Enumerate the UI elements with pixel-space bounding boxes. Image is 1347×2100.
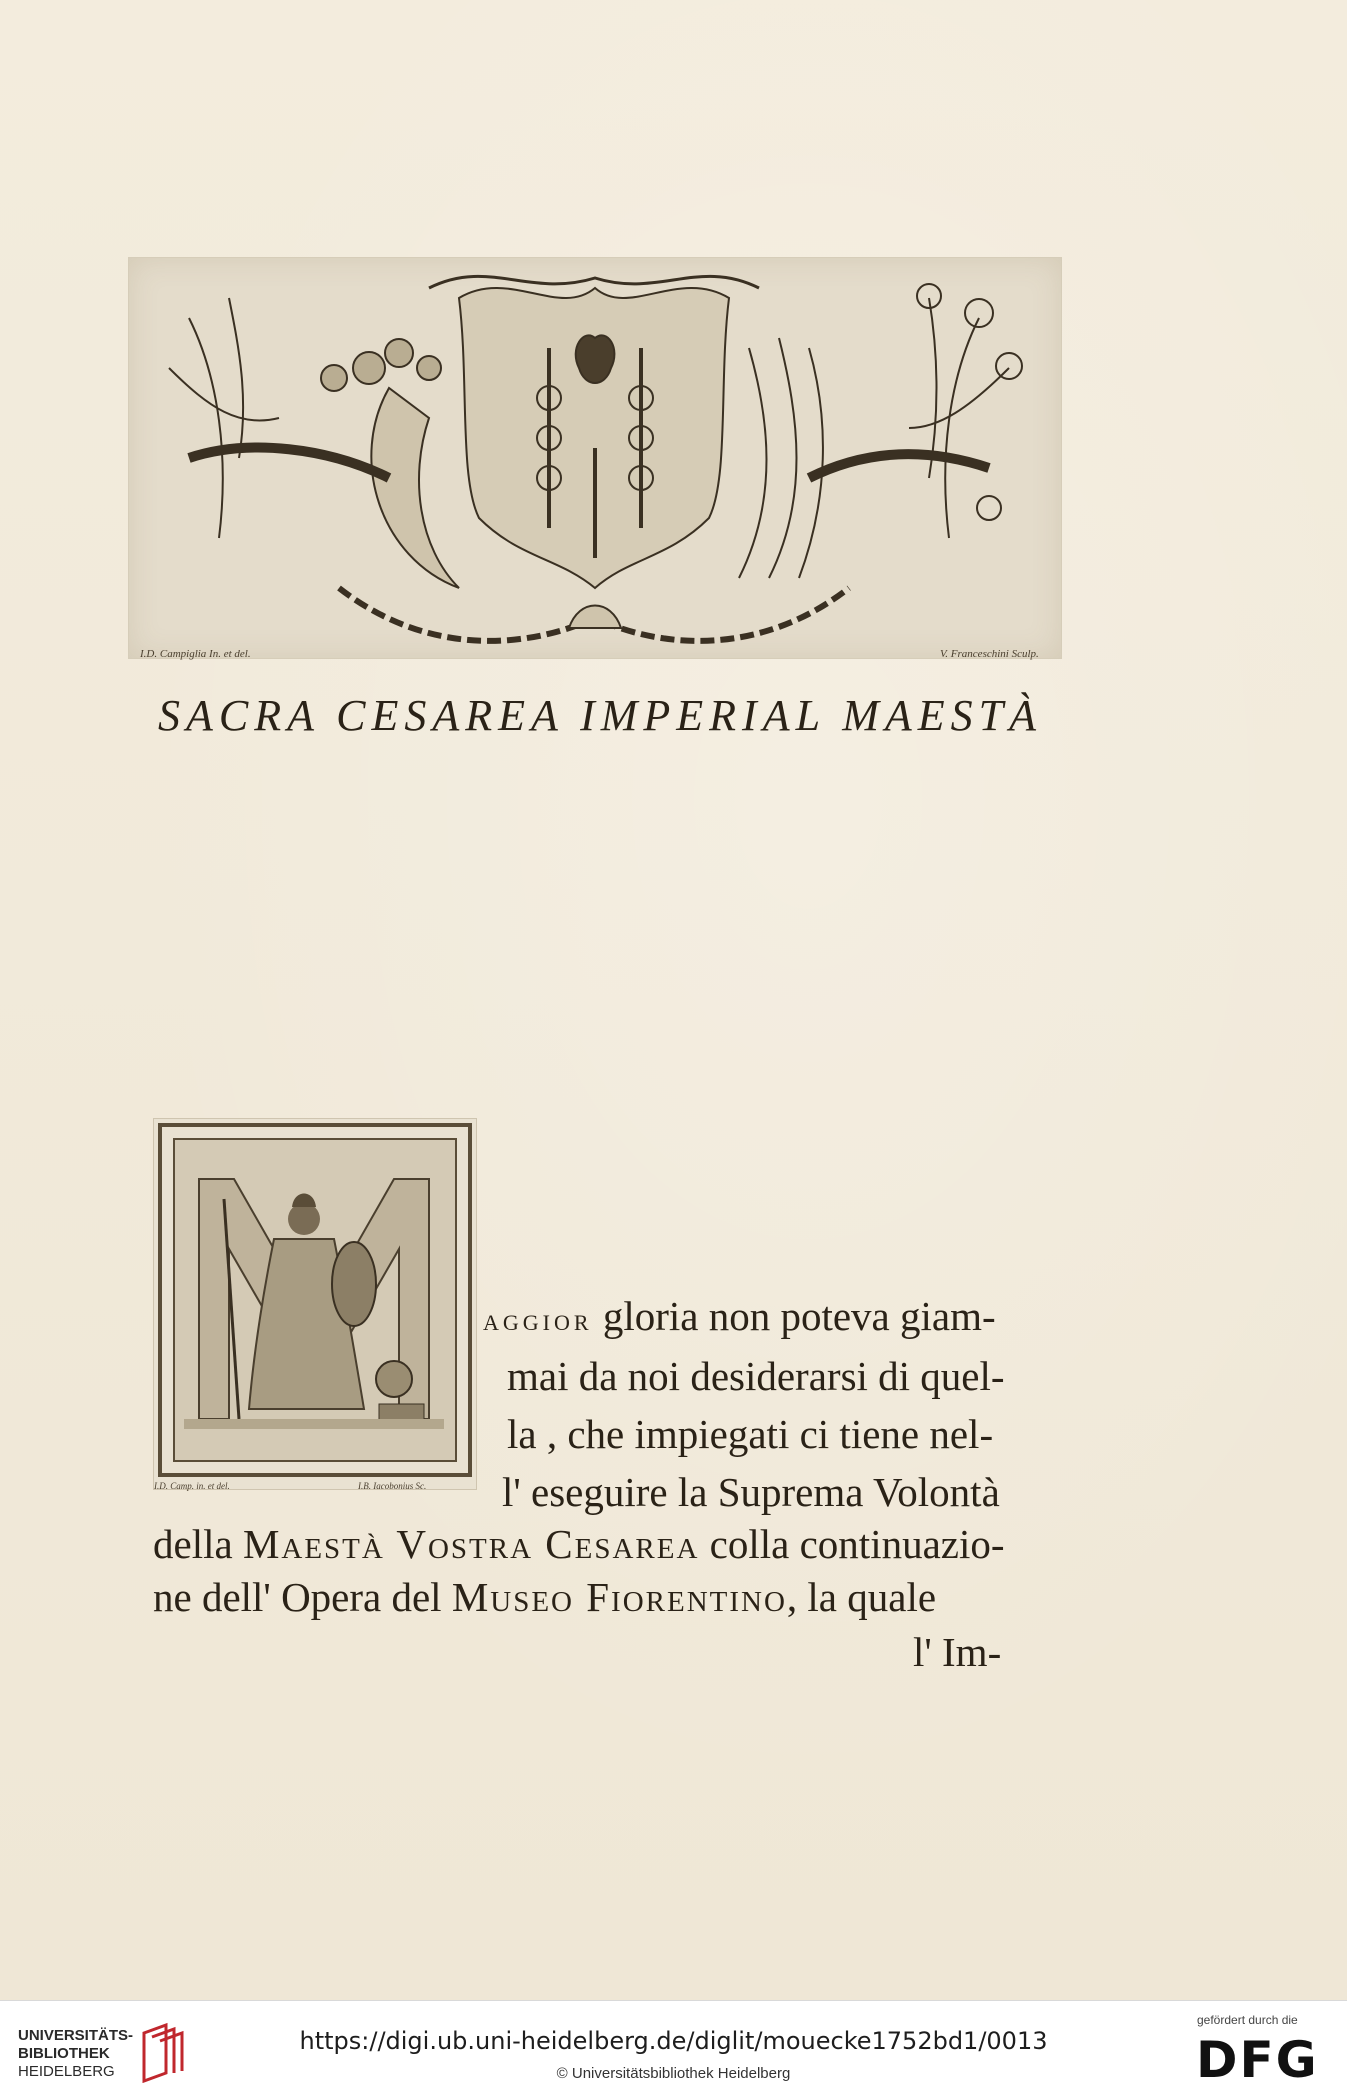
text-line-4: l' eseguire la Suprema Volontà bbox=[502, 1469, 1000, 1515]
text-line-1 bbox=[483, 1292, 996, 1340]
heraldic-cartouche-illustration bbox=[129, 258, 1061, 658]
opening-word-remainder: AGGIOR bbox=[483, 1310, 593, 1335]
institution-line-1: UNIVERSITÄTS- bbox=[18, 2027, 134, 2044]
line-5-part-a: della bbox=[153, 1521, 233, 1567]
line-5-smallcaps: Maestà Vostra Cesarea bbox=[242, 1521, 700, 1567]
header-engraving bbox=[128, 257, 1062, 659]
initial-credit-left: I.D. Camp. in. et del. bbox=[154, 1481, 230, 1491]
page-title: SACRA CESAREA IMPERIAL MAESTÀ bbox=[158, 691, 1043, 740]
line-6-part-a: ne dell' Opera del bbox=[153, 1574, 442, 1620]
text-line-7: l' Im- bbox=[913, 1629, 1002, 1675]
institution-line-3: HEIDELBERG bbox=[18, 2063, 115, 2080]
permalink-url[interactable]: https://digi.ub.uni-heidelberg.de/diglit/mouecke1752bd1/0013 bbox=[299, 2027, 1048, 2055]
line-6-part-c: , la quale bbox=[786, 1574, 937, 1620]
text-line-3: la , che impiegati ci tiene nel- bbox=[507, 1411, 994, 1457]
dfg-logo: DFG bbox=[1196, 2031, 1319, 2089]
copyright-notice: © Universitätsbibliothek Heidelberg bbox=[556, 2065, 791, 2082]
initial-credit-right: I.B. Iacobonius Sc. bbox=[358, 1481, 427, 1491]
funded-by-label: gefördert durch die bbox=[1197, 2013, 1298, 2027]
line-6-smallcaps: Museo Fiorentino bbox=[451, 1574, 787, 1620]
viewer-footer bbox=[0, 2000, 1347, 2100]
engraver-credit-right: V. Franceschini Sculp. bbox=[940, 648, 1039, 660]
text-line-5 bbox=[153, 1520, 1005, 1568]
minerva-initial-m-illustration bbox=[154, 1119, 476, 1489]
line-5-part-c: colla continuazio- bbox=[709, 1521, 1005, 1567]
line-1-text: gloria non poteva giam- bbox=[602, 1293, 996, 1339]
initial-letter-engraving bbox=[153, 1118, 477, 1490]
engraver-credit-left: I.D. Campiglia In. et del. bbox=[140, 648, 251, 660]
institution-line-2: BIBLIOTHEK bbox=[18, 2045, 110, 2062]
text-line-6 bbox=[153, 1573, 936, 1621]
text-line-2: mai da noi desiderarsi di quel- bbox=[507, 1353, 1005, 1399]
